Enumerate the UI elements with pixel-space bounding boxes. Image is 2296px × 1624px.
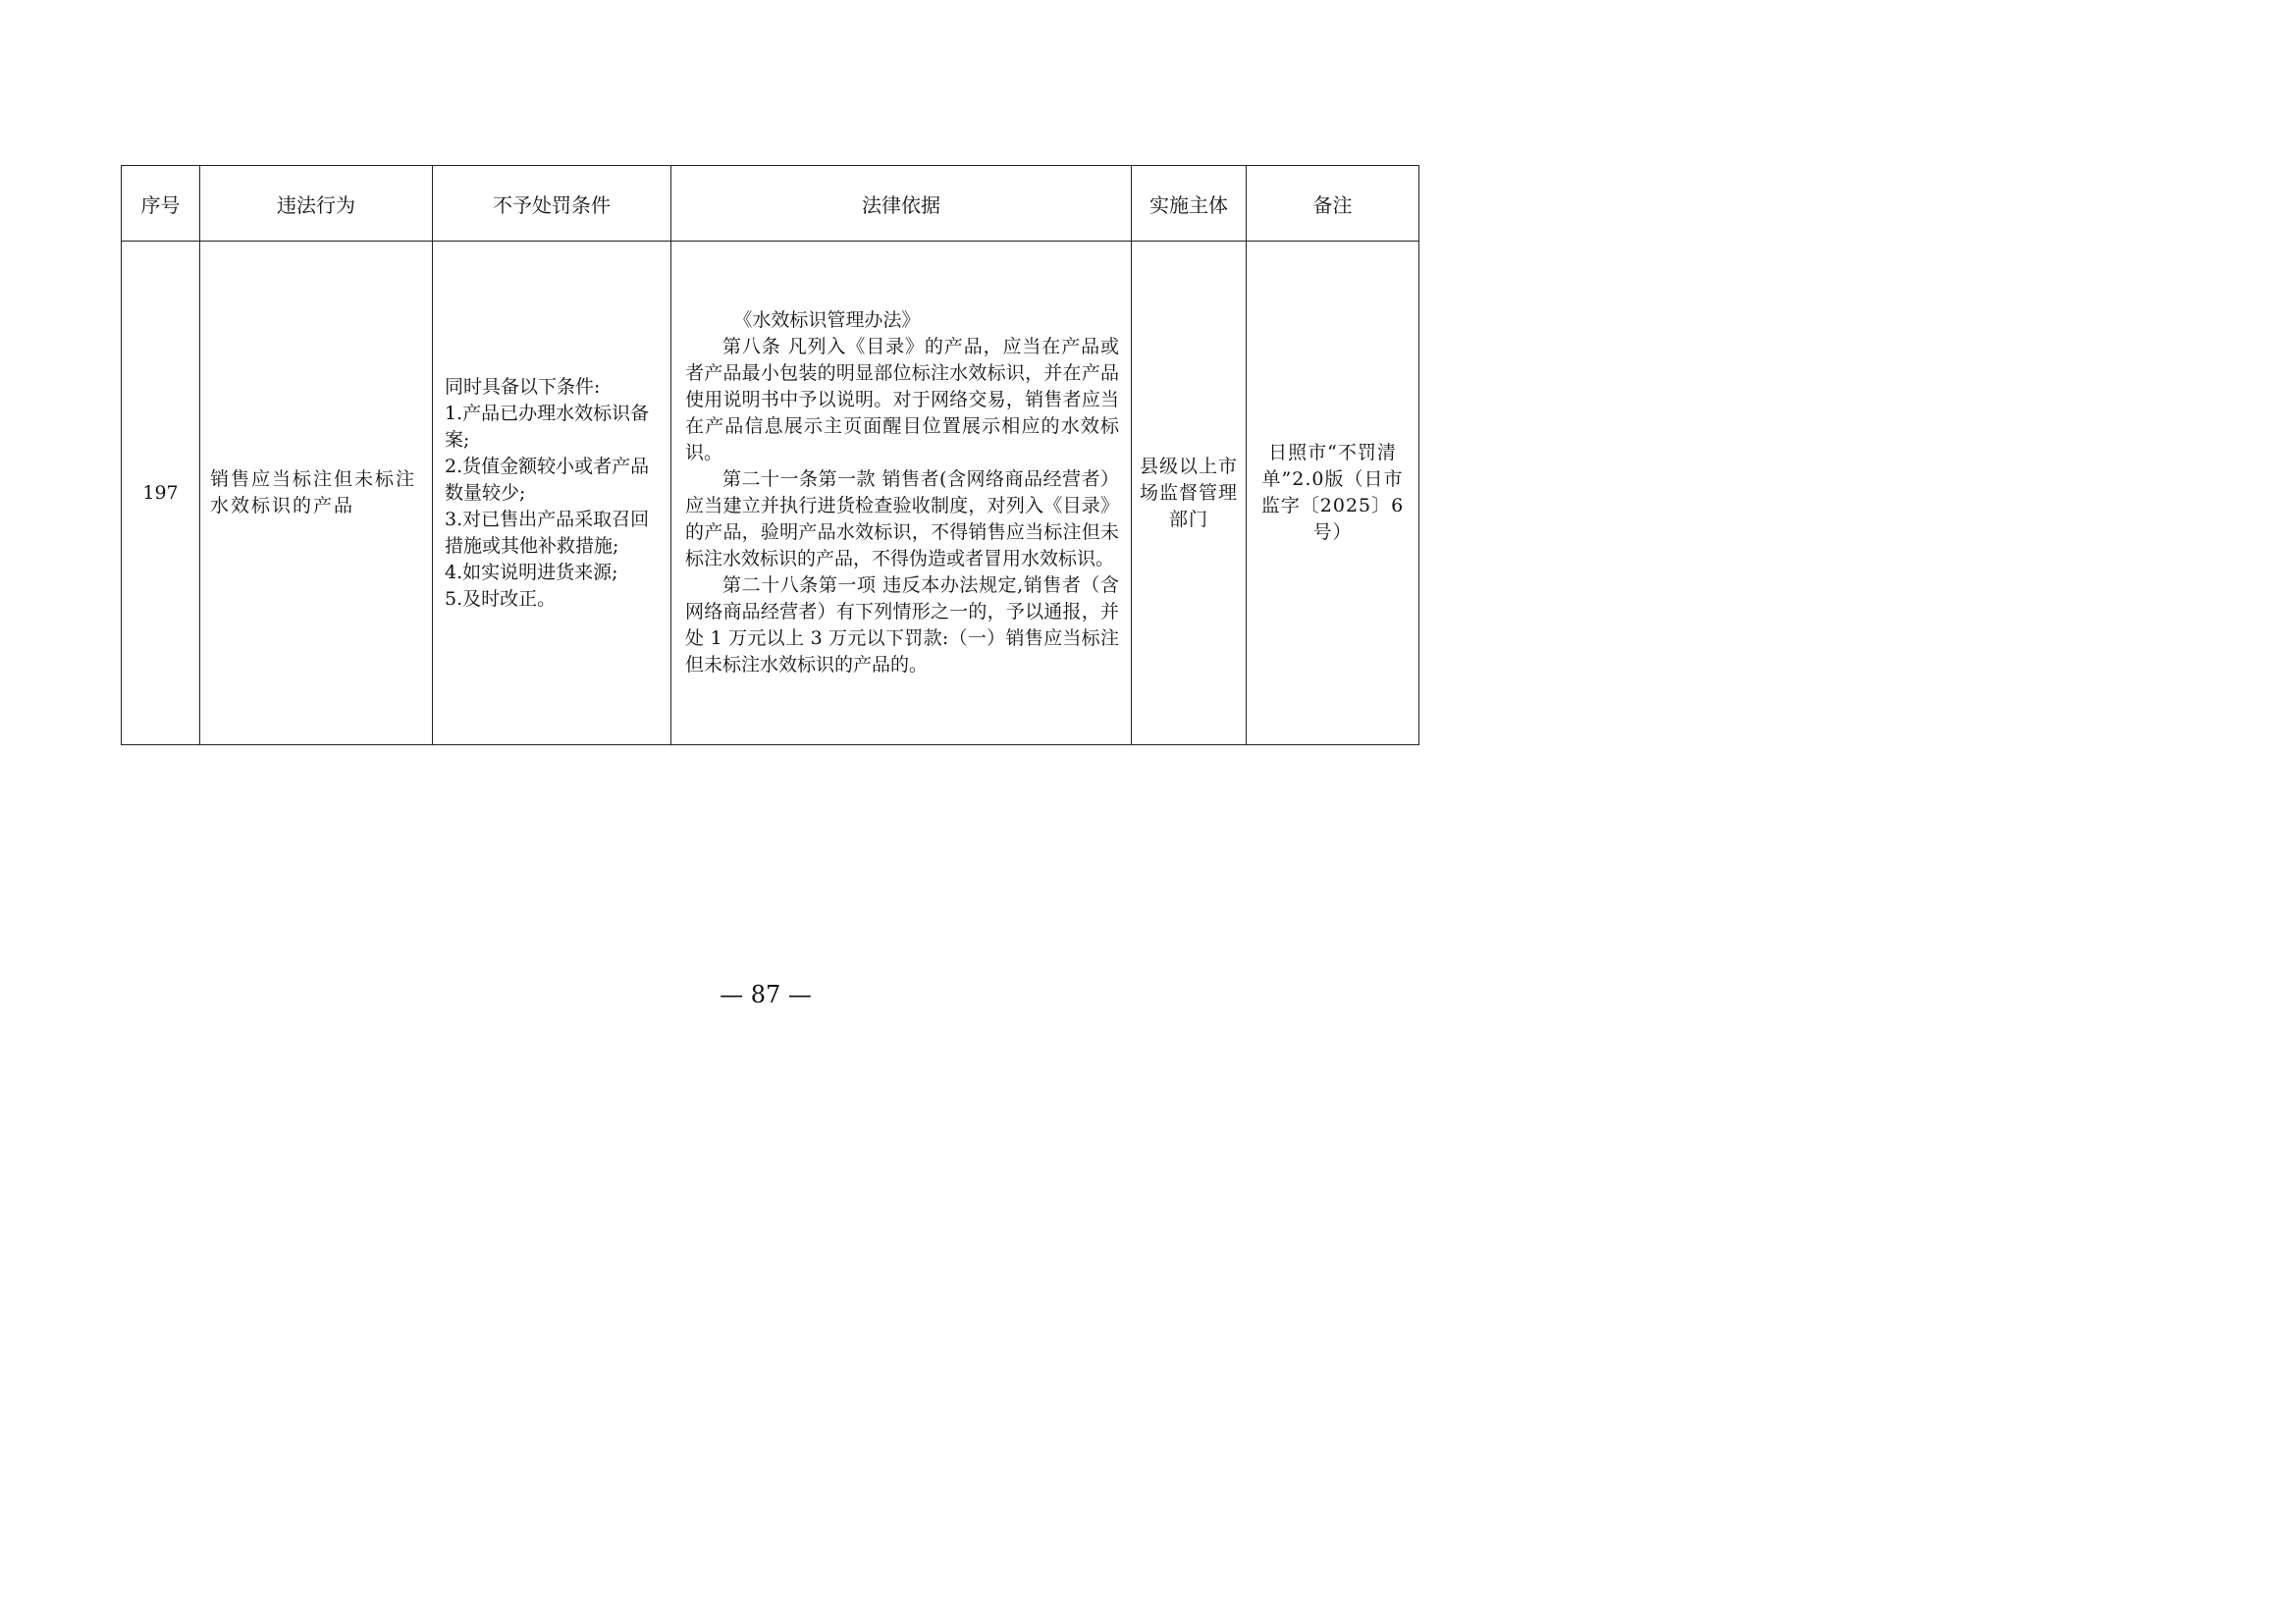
article-8: 第八条 凡列入《目录》的产品，应当在产品或者产品最小包装的明显部位标注水效标识，并在产品使用说明书中予以说明。对于网络交易，销售者应当在产品信息展示主页面醒目位置展示相应的水效标识。: [685, 336, 1119, 463]
regulation-title: 《水效标识管理办法》: [733, 309, 921, 331]
condition-item-2: 2.货值金额较小或者产品数量较少;: [445, 455, 650, 504]
article-28-item-1: 第二十八条第一项 违反本办法规定,销售者（含网络商品经营者）有下列情形之一的，予以通报，并处 1 万元以上 3 万元以下罚款:（一）销售应当标注但未标注水效标识的产品的。: [685, 574, 1119, 676]
condition-item-1: 1.产品已办理水效标识备案;: [445, 402, 650, 451]
header-implementing-body: 实施主体: [1132, 166, 1247, 242]
header-legal-basis: 法律依据: [671, 166, 1132, 242]
exemption-conditions-cell: [433, 242, 671, 745]
table-row: [122, 242, 1419, 745]
header-violation: 违法行为: [200, 166, 433, 242]
page-number: — 87 —: [720, 981, 812, 1008]
condition-item-5: 5.及时改正。: [445, 587, 557, 610]
condition-item-3: 3.对已售出产品采取召回措施或其他补救措施;: [445, 508, 650, 557]
penalty-exemption-table: [121, 165, 1419, 745]
remarks-cell: 日照市“不罚清单”2.0版（日市监字〔2025〕6号）: [1247, 242, 1419, 745]
violation-cell: 销售应当标注但未标注水效标识的产品: [200, 242, 433, 745]
implementing-body-cell: 县级以上市场监督管理部门: [1132, 242, 1247, 745]
serial-number-cell: 197: [122, 242, 200, 745]
article-21-clause-1: 第二十一条第一款 销售者(含网络商品经营者）应当建立并执行进货检查验收制度，对列入《目录》的产品，验明产品水效标识，不得销售应当标注但未标注水效标识的产品，不得伪造或者冒用水效标识。: [685, 468, 1119, 569]
header-exemption-conditions: 不予处罚条件: [433, 166, 671, 242]
header-remarks: 备注: [1247, 166, 1419, 242]
legal-basis-cell: [671, 242, 1132, 745]
condition-intro: 同时具备以下条件:: [445, 375, 601, 398]
condition-item-4: 4.如实说明进货来源;: [445, 561, 618, 583]
header-serial-number: 序号: [122, 166, 200, 242]
table-header-row: [122, 166, 1419, 242]
